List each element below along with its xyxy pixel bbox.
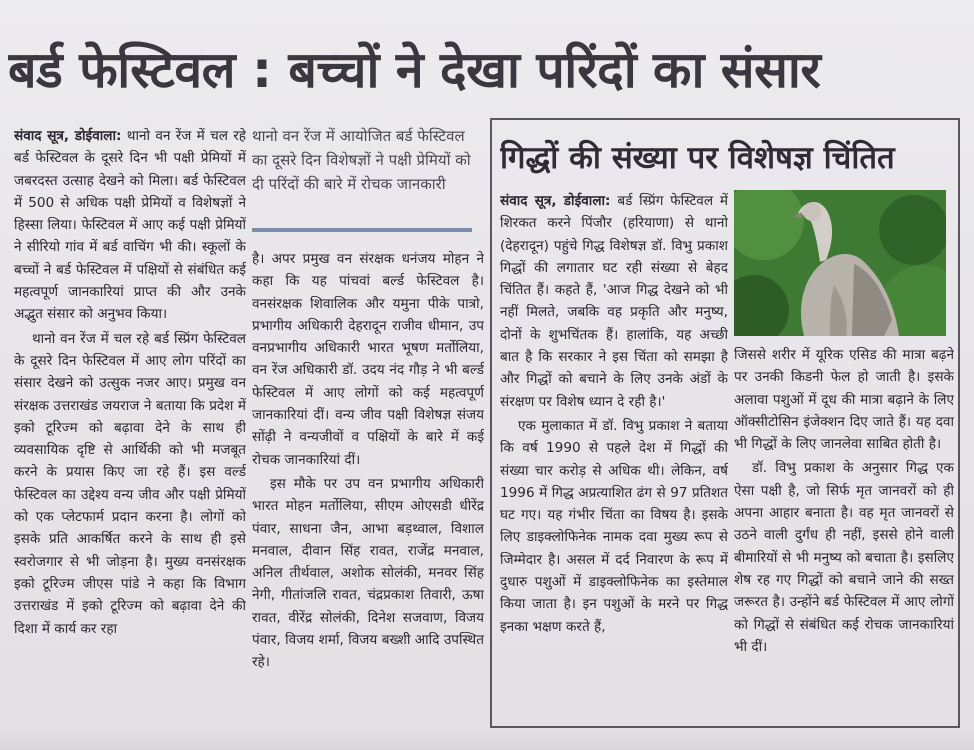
main-article-text-1: थानो वन रेंज में चल रहे बर्ड फेस्टिवल के दूसरे दिन भी पक्षी प्रेमियों में जबरदस्त उत्साह देखने को मिला। बर्ड फेस्टिवल में 500 से अधिक पक्षी प्रेमियों व विशेषज्ञों ने हिस्सा लिया। फेस्टिवल में आए कई पक्षी प्रेमियों ने सीरियो गांव में बर्ड वाचिंग भी की। स्कूलों के बच्चों ने बर्ड फेस्टिवल में पक्षियों से संबंधित कई महत्वपूर्ण जानकारियां प्राप्त की और उनके अद्भुत संसार को अनुभव किया। <box>14 128 246 323</box>
vulture-photo <box>734 190 946 336</box>
side-article-column-2 <box>734 344 954 720</box>
main-article-paragraph-4: इस मौके पर उप वन प्रभागीय अधिकारी भारत मोहन मर्तोलिया, सीएम ओएसडी धीरेंद्र पंवार, साधना जैन, आभा बड़थ्वाल, विशाल मनवाल, दीवान सिंह रावत, राजेंद्र मनवाल, अनिल तीर्थवाल, अशोक सोलंकी, मनवर सिंह नेगी, गीतांजलि रावत, चंद्रप्रकाश तिवारी, ऊषा रावत, वीरेंद्र सोलंकी, दिनेश सजवाण, विजय पंवार, विजय शर्मा, विजय बख्शी आदि उपस्थित रहे। <box>252 475 484 671</box>
side-article-paragraph-1 <box>500 190 728 413</box>
side-article-paragraph-2: एक मुलाकात में डॉ. विभु प्रकाश ने बताया कि वर्ष 1990 से पहले देश में गिद्धों की संख्या चार करोड़ से अधिक थी। लेकिन, वर्ष 1996 में गिद्ध अप्रत्याशित ढंग से 97 प्रतिशत घट गए। यह गंभीर चिंता का विषय है। इसके लिए डाइक्लोफिनेक नामक दवा मुख्य रूप से जिम्मेदार है। असल में दर्द निवारण के रूप में दुधारु पशुओं में डाइक्लोफिनेक का इस्तेमाल किया जाता है। इन पशुओं के मरने पर गिद्ध इनका भक्षण करते हैं, <box>500 417 728 635</box>
side-article-column-1 <box>500 190 728 720</box>
main-byline: संवाद सूत्र, डोईवाला: <box>14 128 122 144</box>
main-article-paragraph-3: है। अपर प्रमुख वन संरक्षक धनंजय मोहन ने कहा कि यह पांचवां बर्ल्ड फेस्टिवल है। वनसंरक्षक शिवालिक और यमुना पीके पात्रो, प्रभागीय अधिकारी देहरादून राजीव धीमान, उप वनप्रभागीय अधिकारी भारत भूषण मर्तोलिया, वन रेंज अधिकारी डॉ. उदय नंद गौड़ ने भी बर्ल्ड फेस्टिवल में आए लोगों को कई महत्वपूर्ण जानकारियां दीं। वन्य जीव पक्षी विशेषज्ञ संजय सोंढ़ी ने वन्यजीवों व पक्षियों के बारे में कई रोचक जानकारियां दीं। <box>252 251 484 468</box>
page-bottom-strip <box>0 728 974 750</box>
main-article-paragraph-2: थानो वन रेंज में चल रहे बर्ड स्प्रिंग फेस्टिवल के दूसरे दिन फेस्टिवल में आए लोग परिंदों का संसार देखने को उत्सुक नजर आए। प्रमुख वन संरक्षक उत्तराखंड जयराज ने बताया कि प्रदेश में इको टूरिज्म को बढ़ावा देने के साथ ही व्यवसायिक दृष्टि से आर्थिकी को भी मजबूत करने के प्रयास किए जा रहे हैं। इस वर्ल्ड फेस्टिवल का उद्देश्य वन्य जीव और पक्षी प्रेमियों को एक प्लेटफार्म प्रदान करना है। लोगों को इसके प्रति आकर्षित करने के साथ ही इसे स्वरोजगार से भी जोड़ना है। मुख्य वनसंरक्षक इको टूरिज्म जीएस पांडे ने कहा कि विभाग उत्तराखंड में इको टूरिज्म को बढ़ावा देने की दिशा में कार्य कर रहा <box>14 330 246 637</box>
side-article-paragraph-4: डॉ. विभु प्रकाश के अनुसार गिद्ध एक ऐसा पक्षी है, जो सिर्फ मृत जानवरों को ही अपना आहार बनाता है। वह मृत जानवरों से उठने वाली दुर्गंध ही नहीं, इससे होने वाली बीमारियों से भी मनुष्य को बचाता है। इसलिए शेष रह गए गिद्धों को बचाने जाने की सख्त जरूरत है। उन्होंने बर्ड फेस्टिवल में आए लोगों को गिद्धों से संबंधित कई रोचक जानकारियां भी दीं। <box>734 460 954 655</box>
side-article-title: गिद्धों की संख्या पर विशेषज्ञ चिंतित <box>500 140 895 176</box>
side-article-paragraph-3: जिससे शरीर में यूरिक एसिड की मात्रा बढ़ने पर उनकी किडनी फेल हो जाती है। इसके अलावा पशुओं में दूध की मात्रा बढ़ाने के लिए ऑक्सीटोसिन इंजेक्शन दिए जाते हैं। यह दवा भी गिद्धों के लिए जानलेवा साबित होती है। <box>734 347 954 453</box>
main-article-column-1 <box>14 125 246 747</box>
side-article-text-1: बर्ड स्प्रिंग फेस्टिवल में शिरकत करने पिंजौर (हरियाणा) से थानो (देहरादून) पहुंचे गिद्ध विशेषज्ञ डॉ. विभु प्रकाश गिद्धों की लगातार घट रही संख्या से बेहद चिंतित हैं। कहते हैं, 'आज गिद्ध देखने को भी नहीं मिलते, जबकि वह प्रकृति और मनुष्य, दोनों के शुभचिंतक हैं। हालांकि, यह अच्छी बात है कि सरकार ने इस चिंता को समझा है और गिद्धों को बचाने के लिए उनके अंडों के संरक्षण पर विशेष ध्यान दे रही है।' <box>500 193 728 410</box>
side-byline: संवाद सूत्र, डोईवाला: <box>500 193 611 209</box>
subheadline: थानो वन रेंज में आयोजित बर्ड फेस्टिवल का दूसरे दिन विशेषज्ञों ने पक्षी प्रेमियों को दी परिंदों की बारे में रोचक जानकारी <box>252 127 471 193</box>
vulture-icon <box>734 190 946 336</box>
headline: बर्ड फेस्टिवल : बच्चों ने देखा परिंदों का संसार <box>8 41 821 99</box>
main-article-paragraph-1 <box>14 125 246 326</box>
main-article-column-2 <box>252 248 484 746</box>
subheadline-rule <box>252 228 472 232</box>
